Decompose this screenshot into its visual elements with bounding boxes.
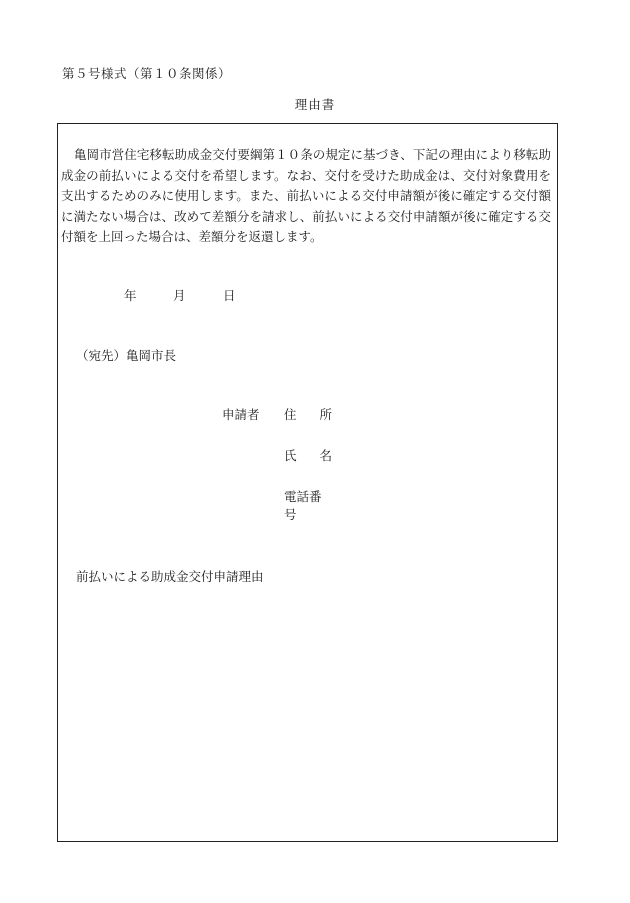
reason-label: 前払いによる助成金交付申請理由 (76, 569, 264, 584)
address-label (284, 405, 332, 423)
name-label-part-2: 名 (319, 448, 332, 463)
name-label (284, 446, 332, 464)
address-label-part-1: 住 (284, 407, 297, 422)
date-day-label: 日 (223, 288, 236, 303)
address-label-part-2: 所 (319, 407, 332, 422)
phone-label (284, 487, 332, 523)
addressee: （宛先）亀岡市長 (76, 348, 177, 363)
name-label-part-1: 氏 (284, 448, 297, 463)
date-year-label: 年 (124, 288, 137, 303)
declaration-paragraph: 亀岡市営住宅移転助成金交付要綱第１０条の規定に基づき、下記の理由により移転助成金の前払いによる交付を希望します。なお、交付を受けた助成金は、交付対象費用を支出するためのみに使用します。また、前払いによる交付申請額が後に確定する交付額に満たない場合は、改めて差額分を請求し、前払いによる交付申請額が後に確定する交付額を上回った場合は、差額分を返還します。 (61, 147, 551, 244)
applicant-label: 申請者 (222, 407, 260, 422)
date-month-label: 月 (173, 288, 186, 303)
phone-label-text: 電話番号 (284, 489, 322, 522)
form-number: 第５号様式（第１０条関係） (62, 66, 232, 81)
document-title: 理由書 (294, 97, 336, 112)
